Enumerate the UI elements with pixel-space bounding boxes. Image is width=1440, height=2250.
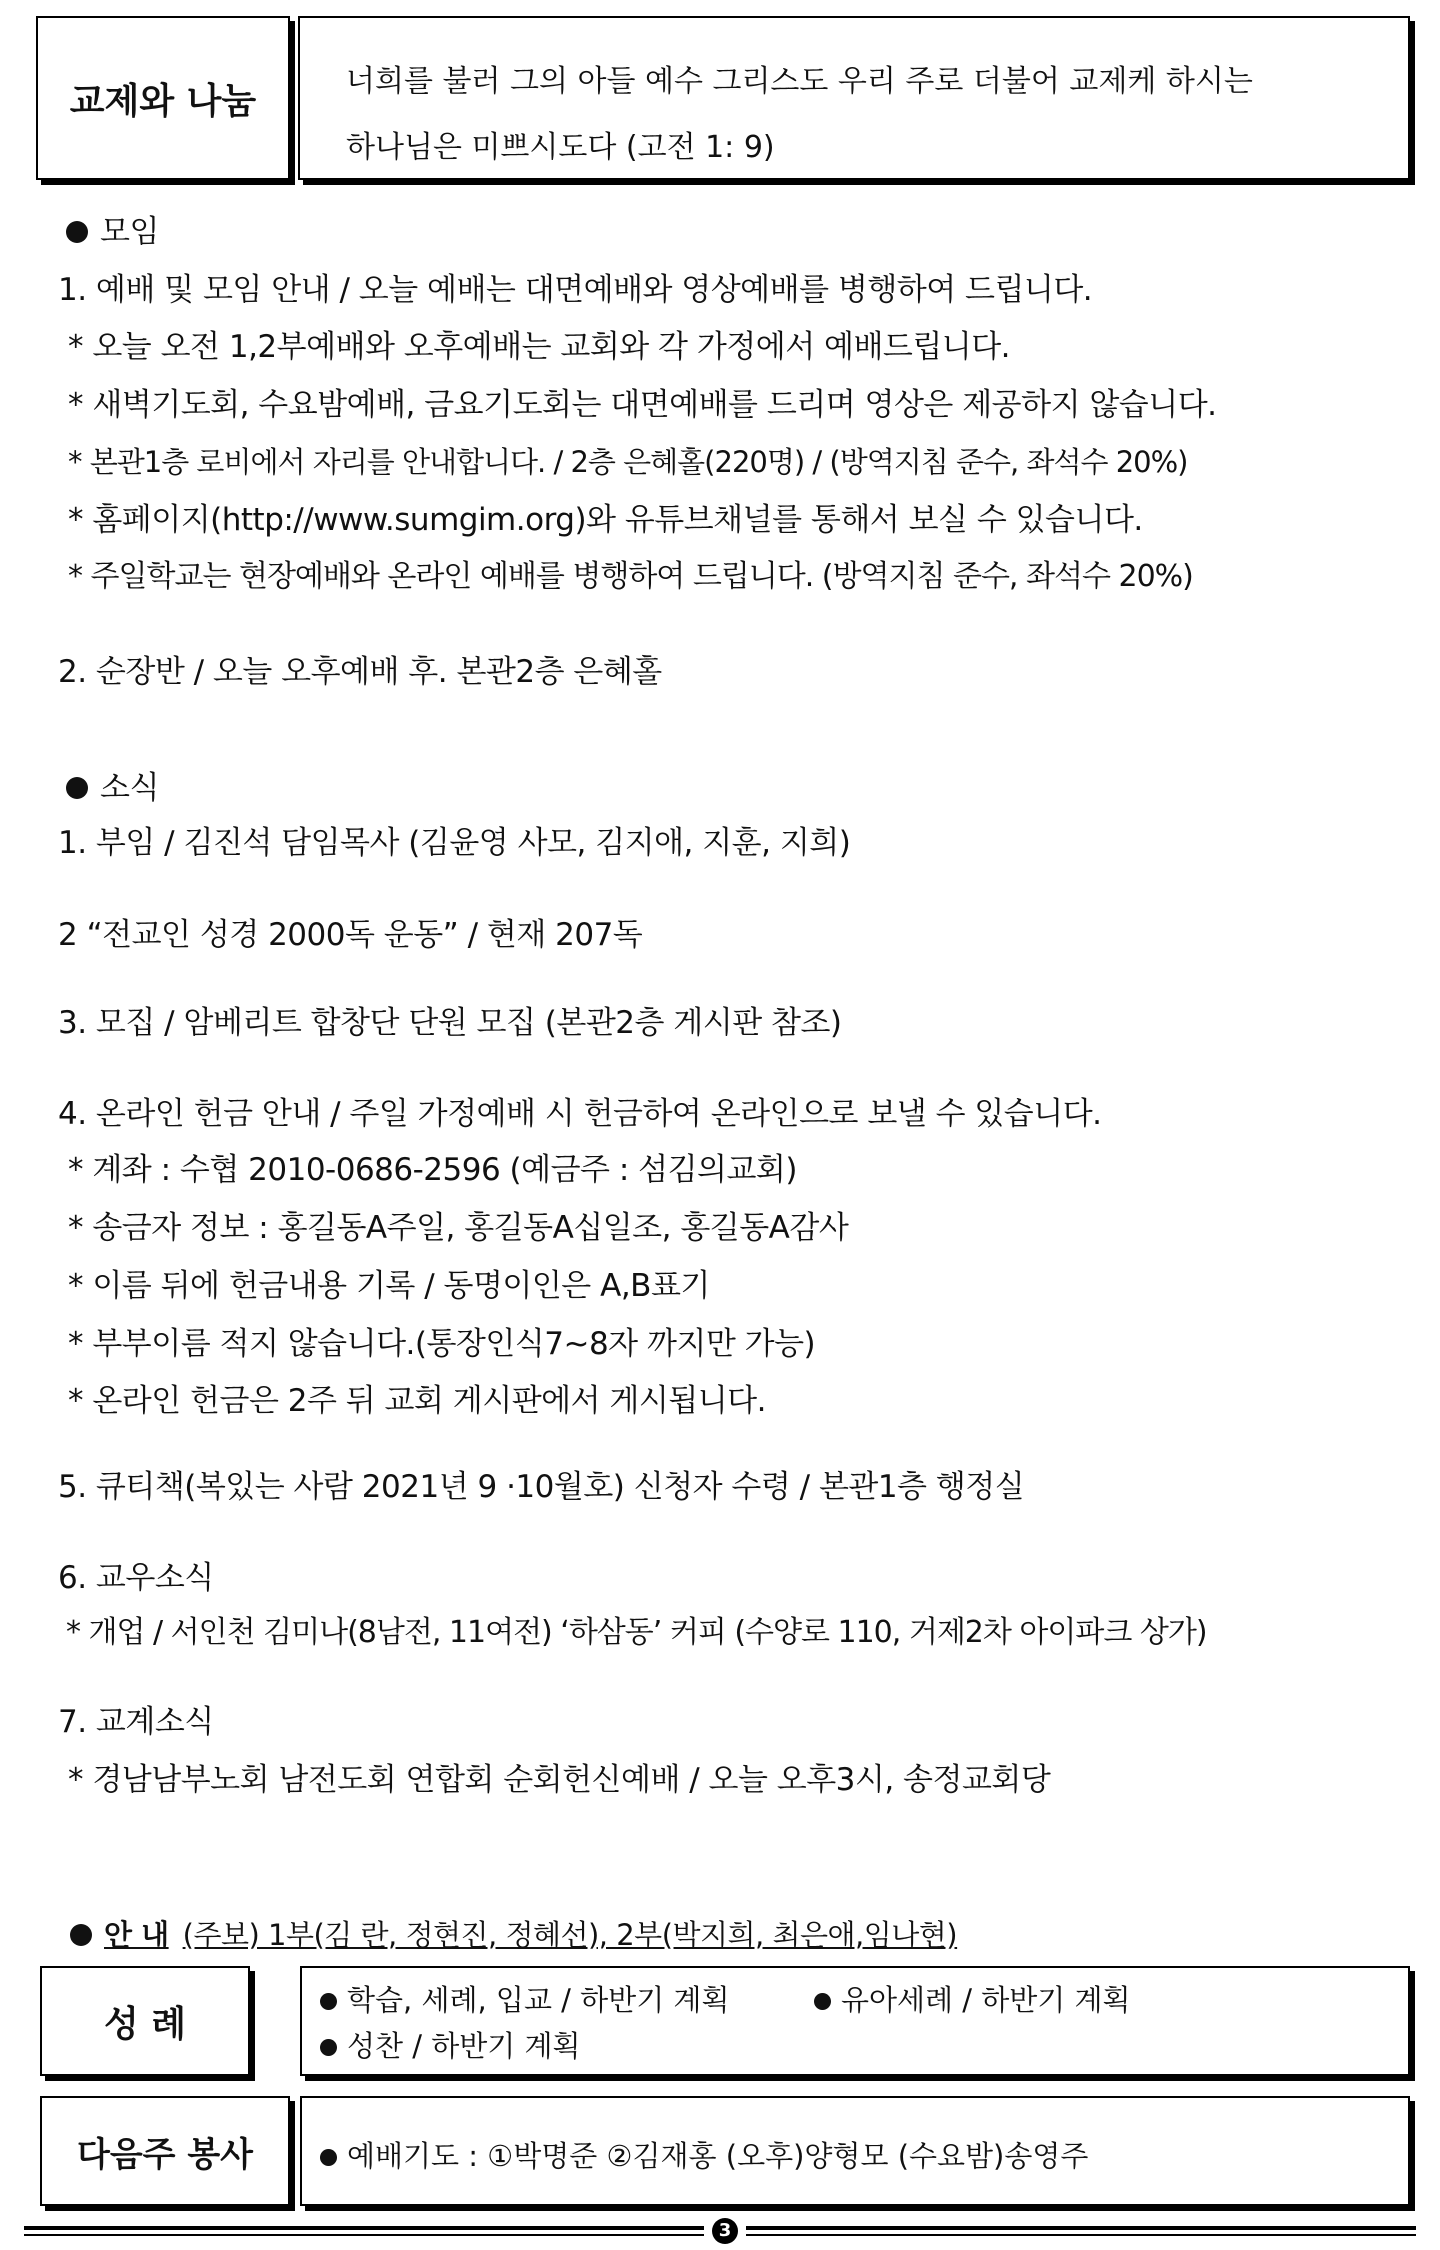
list-item: 2. 순장반 / 오늘 오후예배 후. 본관2층 은혜홀 — [58, 654, 662, 690]
section-label-sacrament — [40, 1966, 250, 2076]
list-item: 4. 온라인 헌금 안내 / 주일 가정예배 시 헌금하여 온라인으로 보낼 수 있습니다. — [58, 1096, 1102, 1132]
list-item: * 온라인 헌금은 2주 뒤 교회 게시판에서 게시됩니다. — [68, 1383, 766, 1419]
verse-line: 하나님은 미쁘시도다 (고전 1: 9) — [346, 130, 775, 165]
list-item: * 오늘 오전 1,2부예배와 오후예배는 교회와 각 가정에서 예배드립니다. — [68, 329, 1011, 365]
sacrament-item: 유아세례 / 하반기 계획 — [814, 1978, 1131, 2019]
section-label-text: 성 례 — [103, 2003, 187, 2045]
sacrament-item: 성찬 / 하반기 계획 — [320, 2024, 581, 2065]
guide-text: (주보) 1부(김 란, 정현진, 정혜선), 2부(박지희, 최은애,임나현) — [182, 1918, 958, 1952]
section-label-text: 교제와 나눔 — [69, 80, 257, 122]
list-item: * 주일학교는 현장예배와 온라인 예배를 병행하여 드립니다. (방역지침 준수, 좌석수 20%) — [68, 559, 1193, 594]
list-item: 3. 모집 / 암베리트 합창단 단원 모집 (본관2층 게시판 참조) — [58, 1005, 842, 1041]
list-item: 1. 예배 및 모임 안내 / 오늘 예배는 대면예배와 영상예배를 병행하여 드립니다. — [58, 272, 1093, 308]
list-item: 2 “전교인 성경 2000독 운동” / 현재 207독 — [58, 917, 643, 953]
page-number: 3 — [712, 2218, 738, 2244]
section-label-text: 다음주 봉사 — [76, 2134, 254, 2175]
section-label-fellowship — [36, 16, 290, 180]
footer-rule-right — [746, 2226, 1416, 2236]
list-item: 6. 교우소식 — [58, 1560, 214, 1596]
sacrament-item: 학습, 세례, 입교 / 하반기 계획 — [320, 1978, 729, 2019]
guide-title: 안 내 — [70, 1918, 169, 1952]
next-service-text: 예배기도 : ①박명준 ②김재홍 (오후)양형모 (수요밤)송영주 — [320, 2134, 1088, 2175]
list-item: * 이름 뒤에 헌금내용 기록 / 동명이인은 A,B표기 — [68, 1268, 710, 1304]
next-service-box — [300, 2096, 1410, 2206]
footer-rule-left — [24, 2226, 704, 2236]
section-label-next-service — [40, 2096, 290, 2206]
gathering-heading: 모임 — [66, 212, 159, 252]
list-item: * 홈페이지(http://www.sumgim.org)와 유튜브채널를 통해서 보실 수 있습니다. — [68, 502, 1143, 538]
guide-line — [70, 1916, 957, 1954]
list-item: 1. 부임 / 김진석 담임목사 (김윤영 사모, 김지애, 지훈, 지희) — [58, 825, 851, 861]
list-item: * 본관1층 로비에서 자리를 안내합니다. / 2층 은혜홀(220명) / (방역지침 준수, 좌석수 20%) — [68, 445, 1188, 479]
list-item: * 경남남부노회 남전도회 연합회 순회헌신예배 / 오늘 오후3시, 송정교회당 — [68, 1762, 1051, 1798]
list-item: * 송금자 정보 : 홍길동A주일, 홍길동A십일조, 홍길동A감사 — [68, 1210, 849, 1246]
sacrament-box — [300, 1966, 1410, 2076]
list-item: * 개업 / 서인천 김미나(8남전, 11여전) ‘하삼동’ 커피 (수양로 110, 거제2차 아이파크 상가) — [66, 1615, 1207, 1650]
list-item: * 부부이름 적지 않습니다.(통장인식7~8자 까지만 가능) — [68, 1326, 816, 1362]
list-item: * 계좌 : 수협 2010-0686-2596 (예금주 : 섬김의교회) — [68, 1152, 797, 1188]
verse-box — [298, 16, 1410, 180]
list-item: 7. 교계소식 — [58, 1704, 214, 1740]
list-item: 5. 큐티책(복있는 사람 2021년 9 ·10월호) 신청자 수령 / 본관1층 행정실 — [58, 1469, 1025, 1505]
news-heading: 소식 — [66, 768, 159, 808]
list-item: * 새벽기도회, 수요밤예배, 금요기도회는 대면예배를 드리며 영상은 제공하지 않습니다. — [68, 387, 1217, 423]
verse-line: 너희를 불러 그의 아들 예수 그리스도 우리 주로 더불어 교제케 하시는 — [346, 64, 1253, 99]
